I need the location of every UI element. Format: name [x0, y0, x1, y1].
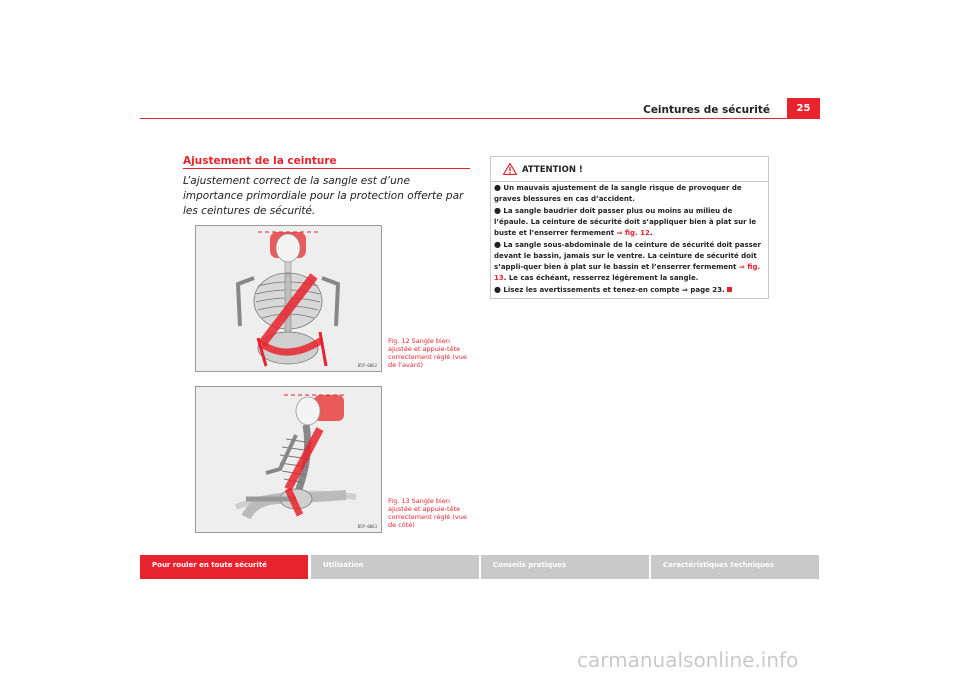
attention-header	[491, 157, 768, 181]
bullet-icon: ●	[494, 285, 501, 294]
figure-12-front-view	[195, 225, 382, 372]
attention-item-text: Un mauvais ajustement de la sangle risque de provoquer de graves blessures en cas d’accident.	[494, 184, 742, 203]
attention-item	[494, 239, 767, 284]
figure-13-caption: Fig. 13 Sangle bien ajustée et appuie-tête correctement réglé (vue de côté)	[388, 497, 467, 529]
figure-13-link[interactable]: ⇒ fig. 13	[494, 263, 761, 282]
attention-list	[494, 182, 767, 296]
footer-tab-caracteristiques[interactable]: Caractéristiques techniques	[651, 555, 819, 579]
figure-code: B5P-0063	[357, 524, 377, 529]
warning-triangle-icon	[503, 163, 517, 175]
attention-item	[494, 284, 767, 296]
attention-box	[490, 156, 769, 299]
figure-12-caption: Fig. 12 Sangle bien ajustée et appuie-tête correctement réglé (vue de l’avant)	[388, 337, 467, 369]
figure-code: B5P-0062	[357, 363, 377, 368]
attention-item-text: La sangle sous-abdominale de la ceinture de sécurité doit passer devant le bassin, jamais sur le ventre. La ceinture de sécurité doit s’appli-quer bien à plat sur le bassin et l’enserrer fermement	[494, 241, 761, 271]
footer-tab-utilisation[interactable]: Utilisation	[311, 555, 479, 579]
page-number: 25	[787, 98, 820, 118]
skeleton-front-illustration	[196, 226, 382, 372]
header-rule	[140, 118, 820, 119]
attention-title: ATTENTION !	[522, 165, 583, 175]
attention-item-text: La sangle baudrier doit passer plus ou moins au milieu de l’épaule. La ceinture de sécurité doit s’appliquer bien à plat sur le buste et l’enserrer fermement	[494, 207, 757, 237]
watermark: carmanualsonline.info	[577, 648, 799, 672]
running-header-title: Ceintures de sécurité	[643, 104, 770, 116]
attention-item-suffix: . Le cas échéant, resserrez légèrement la sangle.	[503, 274, 699, 282]
footer-tab-securite[interactable]: Pour rouler en toute sécurité	[140, 555, 308, 579]
section-rule	[183, 168, 470, 169]
skeleton-side-illustration	[196, 387, 382, 533]
attention-item	[494, 182, 767, 205]
section-title: Ajustement de la ceinture	[183, 155, 337, 167]
bullet-icon: ●	[494, 183, 501, 192]
attention-item-suffix: .	[649, 229, 653, 237]
footer-tab-conseils[interactable]: Conseils pratiques	[481, 555, 649, 579]
section-lead: L’ajustement correct de la sangle est d’une importance primordiale pour la protection offerte par les ceintures de sécurité.	[183, 175, 464, 217]
end-of-section-mark	[727, 287, 732, 292]
figure-12-link[interactable]: ⇒ fig. 12	[616, 229, 650, 237]
attention-item-text: Lisez les avertissements et tenez-en compte ⇒ page 23.	[503, 286, 725, 294]
bullet-icon: ●	[494, 206, 501, 215]
bullet-icon: ●	[494, 240, 501, 249]
attention-item	[494, 205, 767, 239]
figure-13-side-view	[195, 386, 382, 533]
